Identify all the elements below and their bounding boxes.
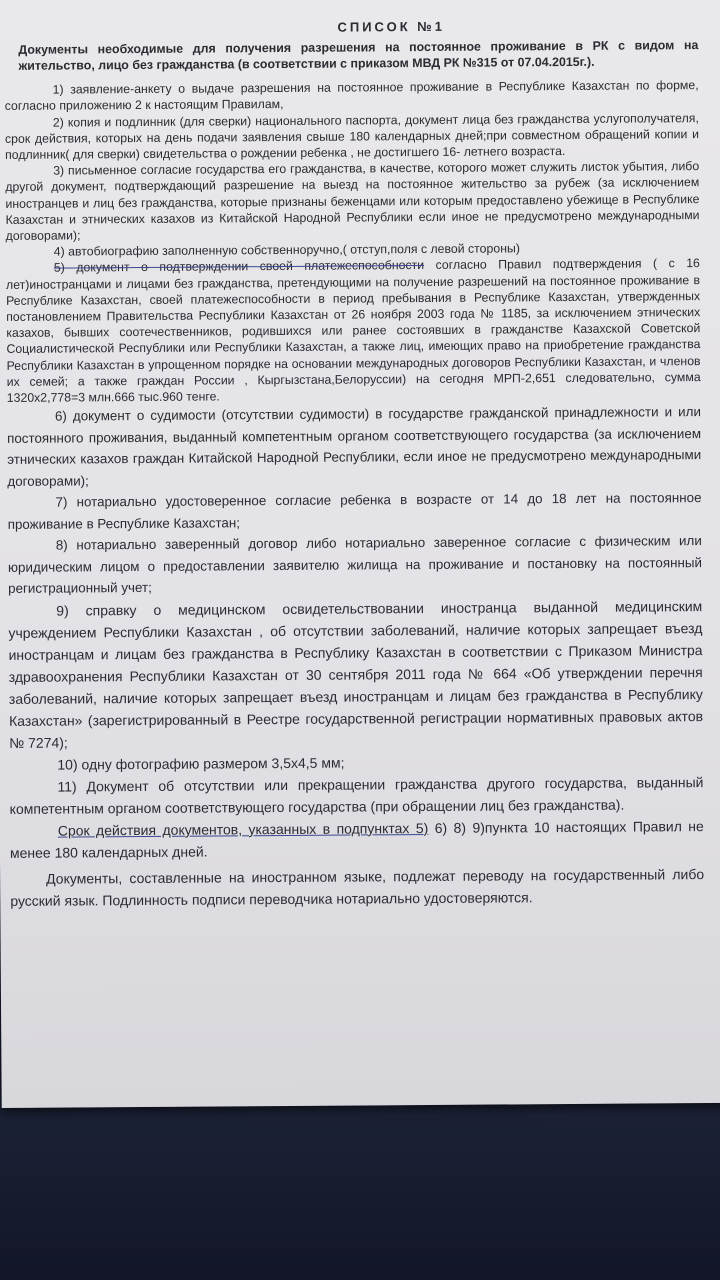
validity-note [10, 815, 704, 864]
struck-phrase: 5) документ о подтверждении своей платежеспособности [53, 258, 425, 276]
list-item-3: 3) письменное согласие государства его гражданства, в качестве, которого может служить листок убытия, либо другой документ, подтверждающий разрешение на выезд на постоянное жительство за рубеж (за исключением иностранцев и лиц без гражданства, которые признаны беженцами или которым предоставлено убежище в Республике Казахстан и этнических казахов из Китайской Народной Республики если иное не предусмотрено международными договорами); [5, 159, 700, 243]
list-item-5-text: согласно Правил подтверждения ( с 16 лет)иностранцами и лицами без гражданства, претендующими на получение разрешений на постоянное проживание в Республике Казахстан, своей платежеспособности в период пребывания в Республике Казахстан, утвержденных постановлением Правительства Республики Казахстан от 26 ноября 2003 года № 1185, за исключением этнических казахов, бывших соотечественников, родившихся или ранее состоявших в гражданстве Казахской Советской Социалистической Республики или Республики Казахстан, а также лиц, имеющих право на приобретение гражданства Республики Казахстан в упрощенном порядке на основании международных договоров Республики Казахстан, и членов их семей; а также граждан России , Кыргызстана,Белоруссии) на сегодня МРП-2,651 следовательно, сумма 1320х2,778=3 млн.666 тыс.960 тенге. [5, 256, 701, 405]
list-item-6: 6) документ о судимости (отсутствии судимости) в государстве гражданской принадлежности и или постоянного проживания, выданный компетентным органом соответствующего государства (за исключением этнических казахов граждан Китайской Народной Республики, если иное не предусмотрено международными договорами); [7, 404, 702, 489]
list-item-4: 4) автобиографию заполненную собственноручно,( отступ,поля с левой стороны) [53, 241, 520, 259]
list-item-8: 8) нотариально заверенный договор либо нотариально заверенное согласие с физическим или юридическим лицом о предоставлении заявителю жилища на проживание и постановку на постоянный регистрационный учет; [7, 533, 702, 597]
document-title: СПИСОК №1 [337, 18, 446, 35]
list-item-10: 10) одну фотографию размером 3,5х4,5 мм; [57, 754, 345, 773]
list-item-2: 2) копия и подлинник (для сверки) национального паспорта, документ лица без гражданства услугополучателя, срок действия, которых на день подачи заявления свыше 180 календарных дней;при совместном обращений копии и подлинник( для сверки) свидетельства о рождении ребенка , не достигшего 16- летнего возраста. [4, 110, 700, 162]
list-item-1: 1) заявление-анкету о выдаче разрешения на постоянное проживание в Республике Казахстан по форме, согласно приложению 2 к настоящим Правилам, [4, 78, 699, 114]
list-item-9: 9) справку о медицинском освидетельствовании иностранца выданной медицинским учреждением Республики Казахстан , об отсутствии заболеваний, наличие которых запрещает въезд иностранцам и лицам без гражданства в Республику Казахстан в соответствии с Приказом Министра здравоохранения Республики Казахстан от 30 сентября 2011 года № 664 «Об утверждении перечня заболеваний, наличие которых запрещает въезд иностранцам и лицам без гражданства в Республику Казахстан» (зарегистрированный в Реестре государственной регистрации нормативных правовых актов № 7274); [8, 597, 704, 751]
validity-note-text: 6) 8) 9)пункта 10 настоящих Правил не менее 180 календарных дней. [9, 817, 704, 861]
table-surface [0, 1100, 720, 1280]
list-item-7: 7) нотариально удостоверенное согласие ребенка в возрасте от 14 до 18 лет на постоянное проживание в Республике Казахстан; [7, 490, 702, 532]
list-item-5 [6, 256, 701, 407]
translation-note: Документы, составленные на иностранном языке, подлежат переводу на государственный либо русский язык. Подлинность подписи переводчика нотариально удостоверяются. [10, 865, 705, 909]
list-item-11: 11) Документ об отсутствии или прекращении гражданства другого государства, выданный компетентным органом соответствующего государства (при обращении лиц без гражданства). [9, 773, 704, 817]
underlined-phrase: Срок действия документов, указанных в подпунктах 5) [57, 819, 429, 839]
document-subtitle: Документы необходимые для получения разрешения на постоянное проживание в РК с видом на жительство, лицо без гражданства (в соответствии с приказом МВД РК №315 от 07.04.2015г.). [18, 38, 699, 74]
document-body [4, 17, 704, 926]
